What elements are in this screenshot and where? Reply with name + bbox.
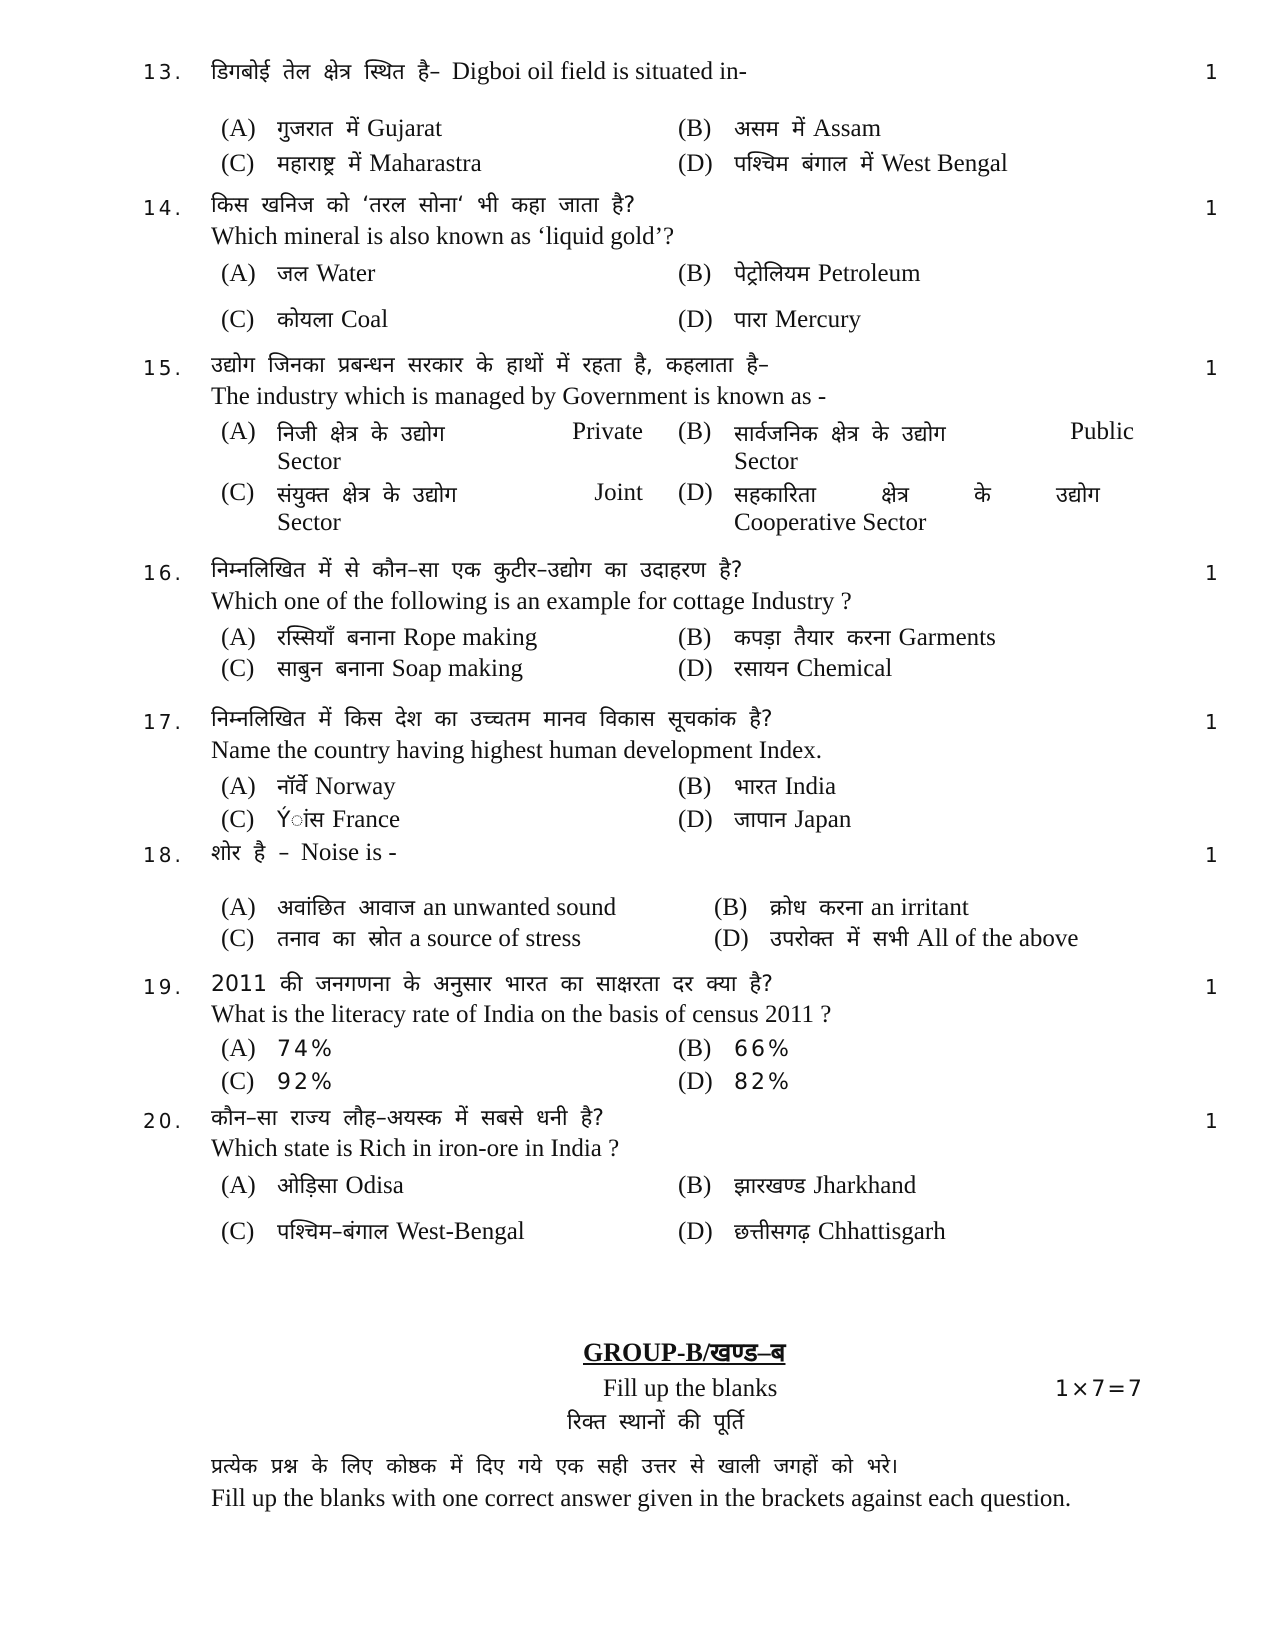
option-a: [221, 1035, 343, 1063]
option-text-hi: Ýांस: [277, 808, 325, 833]
option-text-hi: महाराष्ट्र में: [277, 152, 362, 177]
option-text-hi: संयुक्त क्षेत्र के उद्योग: [277, 483, 457, 508]
option-text-en: Maharastra: [369, 150, 482, 177]
option-text-en: Odisa: [345, 1172, 404, 1199]
option-text: [277, 418, 643, 448]
option-label: (A): [221, 115, 256, 142]
option-label: (B): [678, 418, 712, 445]
option-text-hi: भारत: [734, 775, 777, 800]
question-text-en: Which state is Rich in iron-ore in India ?: [211, 1135, 620, 1162]
option-text-en: Joint: [594, 479, 643, 506]
option-text-en: Petroleum: [817, 260, 921, 287]
question-text-en: The industry which is managed by Government is known as -: [211, 383, 827, 410]
option-label: (D): [678, 655, 713, 682]
option-c: [221, 804, 400, 834]
option-text-hi: असम में: [734, 117, 805, 142]
option-label: (D): [678, 1068, 713, 1095]
question-text-en: Which mineral is also known as ‘liquid gold’?: [211, 223, 675, 250]
option-label: (A): [221, 894, 256, 921]
option-b: [678, 113, 881, 143]
question-number: 14.: [143, 196, 184, 220]
question-marks: 1: [1205, 561, 1218, 585]
option-text-en: Garments: [898, 624, 996, 651]
option-d: [678, 653, 892, 683]
question-text-hi: निम्नलिखित में से कौन–सा एक कुटीर–उद्योग का उदाहरण है?: [211, 558, 743, 583]
option-text-hi: पारा: [734, 308, 767, 333]
option-text-hi: अवांछित आवाज: [277, 896, 416, 921]
option-d: [678, 804, 851, 834]
question-text-hi: किस खनिज को ‘तरल सोना‘ भी कहा जाता है?: [211, 193, 636, 218]
option-text-hi: उपरोक्त में सभी: [770, 927, 909, 952]
question-text-hi: उद्योग जिनका प्रबन्धन सरकार के हाथों में रहता है, कहलाता है–: [211, 353, 770, 378]
option-label: (D): [678, 479, 713, 506]
question-text-hi: कौन–सा राज्य लौह–अयस्क में सबसे धनी है?: [211, 1106, 604, 1131]
option-label: (D): [678, 1218, 713, 1245]
option-label: (C): [221, 655, 255, 682]
option-a: [221, 622, 537, 652]
question-number: 13.: [143, 60, 184, 84]
question-marks: 1: [1205, 843, 1218, 867]
option-text-en: Coal: [340, 306, 389, 333]
question-number: 15.: [143, 356, 184, 380]
option-label: (C): [221, 306, 255, 333]
question-text-en: Which one of the following is an example for cottage Industry ?: [211, 588, 852, 615]
option-b: [678, 1035, 800, 1063]
option-text-en: India: [784, 773, 837, 800]
question-text-en: Name the country having highest human development Index.: [211, 737, 822, 764]
option-text-hi: रसायन: [734, 657, 789, 682]
option-text-en: Water: [316, 260, 376, 287]
question-number: 16.: [143, 561, 184, 585]
option-text-en: an irritant: [870, 894, 969, 921]
group-b-subtitle-hi: रिक्त स्थानों की पूर्ति: [567, 1410, 745, 1435]
option-label: (B): [678, 260, 712, 287]
option-text-hi: साबुन बनाना: [277, 657, 384, 682]
group-b-marks: 1×7=7: [1055, 1377, 1144, 1402]
option-label: (B): [678, 1172, 712, 1199]
option-text-en: Cooperative Sector: [734, 509, 927, 536]
option-d: [678, 1068, 800, 1096]
option-a: [221, 1170, 404, 1200]
option-label: (C): [221, 150, 255, 177]
option-c: [221, 653, 523, 683]
option-text-en: Sector: [277, 448, 341, 475]
option-label: (C): [221, 925, 255, 952]
question-marks: 1: [1205, 975, 1218, 999]
question-marks: 1: [1205, 356, 1218, 380]
question-number: 20.: [143, 1109, 184, 1133]
option-c: [221, 479, 651, 537]
option-text-hi: पेट्रोलियम: [734, 262, 810, 287]
option-text-en: Private: [572, 418, 643, 445]
option-b: [678, 1170, 916, 1200]
option-text-en: West-Bengal: [396, 1218, 525, 1245]
option-a: [221, 771, 396, 801]
question-text: शोर है – Noise is -: [211, 839, 397, 866]
group-b-title: GROUP-B/खण्ड–ब: [583, 1338, 786, 1367]
option-text-en: Sector: [734, 448, 798, 475]
option-text-en: Rope making: [403, 624, 538, 651]
option-b: [678, 418, 1142, 476]
option-label: (A): [221, 418, 256, 445]
option-text-hi: 74%: [277, 1037, 335, 1062]
option-text-hi: 92%: [277, 1070, 335, 1095]
option-c: [221, 1068, 343, 1096]
option-text-en: Norway: [315, 773, 396, 800]
option-label: (B): [678, 1035, 712, 1062]
option-text-hi: छत्तीसगढ़: [734, 1220, 810, 1245]
option-d: [678, 1216, 946, 1246]
option-text-en: Public: [1070, 418, 1134, 445]
option-c: [221, 148, 482, 178]
option-text-en: a source of stress: [409, 925, 582, 952]
question-marks: 1: [1205, 196, 1218, 220]
option-text-hi: 66%: [734, 1037, 792, 1062]
option-text-en: Gujarat: [367, 115, 443, 142]
question-number: 17.: [143, 710, 184, 734]
option-text-hi: नॉर्वे: [277, 775, 308, 800]
group-b-instruction-hi: प्रत्येक प्रश्न के लिए कोष्ठक में दिए गये एक सही उत्तर से खाली जगहों को भरे।: [211, 1454, 899, 1478]
option-text-hi: पश्चिम बंगाल में: [734, 152, 874, 177]
question-text-hi: निम्नलिखित में किस देश का उच्चतम मानव विकास सूचकांक है?: [211, 707, 773, 732]
option-label: (B): [678, 624, 712, 651]
option-label: (A): [221, 773, 256, 800]
option-text-hi: जापान: [734, 808, 787, 833]
option-c: [221, 923, 581, 953]
question-marks: 1: [1205, 1109, 1218, 1133]
option-label: (C): [221, 1218, 255, 1245]
option-label: (B): [678, 773, 712, 800]
option-label: (B): [714, 894, 748, 921]
option-text-hi: गुजरात में: [277, 117, 360, 142]
option-b: [678, 622, 996, 652]
option-label: (A): [221, 624, 256, 651]
option-c: [221, 1216, 525, 1246]
option-text-hi: निजी क्षेत्र के उद्योग: [277, 422, 445, 447]
option-text-en: All of the above: [916, 925, 1079, 952]
option-text-en: West Bengal: [881, 150, 1008, 177]
option-a: [221, 258, 375, 288]
option-d: [678, 148, 1008, 178]
option-b: [678, 771, 836, 801]
option-text-hi: झारखण्ड: [734, 1174, 806, 1199]
group-b-instruction-en: Fill up the blanks with one correct answer given in the brackets against each question.: [211, 1485, 1072, 1512]
question-marks: 1: [1205, 710, 1218, 734]
option-label: (C): [221, 806, 255, 833]
question-number: 19.: [143, 975, 184, 999]
option-a: [221, 892, 616, 922]
option-label: (D): [678, 306, 713, 333]
option-c: [221, 304, 388, 334]
option-d: [714, 923, 1079, 953]
option-label: (A): [221, 1172, 256, 1199]
option-text-en: Soap making: [391, 655, 523, 682]
option-label: (D): [678, 150, 713, 177]
option-a: [221, 418, 651, 476]
option-text-en: Jharkhand: [813, 1172, 917, 1199]
option-text-hi: सार्वजनिक क्षेत्र के उद्योग: [734, 422, 946, 447]
option-d: [678, 304, 861, 334]
option-b: [678, 258, 921, 288]
option-text-en: Chemical: [796, 655, 893, 682]
option-text-en: Japan: [794, 806, 852, 833]
option-text-hi: रस्सियाँ बनाना: [277, 626, 396, 651]
option-text-en: an unwanted sound: [423, 894, 617, 921]
question-text-en: What is the literacy rate of India on the basis of census 2011 ?: [211, 1001, 832, 1028]
option-label: (C): [221, 479, 255, 506]
question-text-hi: 2011 की जनगणना के अनुसार भारत का साक्षरता दर क्या है?: [211, 972, 773, 997]
option-label: (A): [221, 1035, 256, 1062]
option-label: (C): [221, 1068, 255, 1095]
option-d: [678, 479, 1142, 537]
group-b-subtitle-en: Fill up the blanks: [603, 1375, 778, 1402]
option-b: [714, 892, 969, 922]
option-text-en: France: [332, 806, 401, 833]
option-text-en: Assam: [813, 115, 882, 142]
option-label: (B): [678, 115, 712, 142]
option-text-en: Sector: [277, 509, 341, 536]
option-a: [221, 113, 442, 143]
option-label: (D): [678, 806, 713, 833]
option-text-hi: सहकारिता क्षेत्र के उद्योग: [734, 483, 1100, 508]
option-label: (A): [221, 260, 256, 287]
question-number: 18.: [143, 843, 184, 867]
option-text-hi: पश्चिम–बंगाल: [277, 1220, 389, 1245]
option-text-hi: 82%: [734, 1070, 792, 1095]
option-text-en: Mercury: [774, 306, 861, 333]
option-text-hi: कोयला: [277, 308, 333, 333]
option-label: (D): [714, 925, 749, 952]
option-text-hi: तनाव का स्रोत: [277, 927, 402, 952]
option-text-hi: कपड़ा तैयार करना: [734, 626, 891, 651]
option-text-en: Chhattisgarh: [817, 1218, 946, 1245]
option-text: [277, 479, 643, 509]
option-text-hi: जल: [277, 262, 309, 287]
option-text-hi: ओड़िसा: [277, 1174, 338, 1199]
question-marks: 1: [1205, 60, 1218, 84]
option-text: [734, 418, 1134, 448]
question-text: डिगबोई तेल क्षेत्र स्थित है– Digboi oil field is situated in-: [211, 58, 747, 85]
option-text-hi: क्रोध करना: [770, 896, 863, 921]
